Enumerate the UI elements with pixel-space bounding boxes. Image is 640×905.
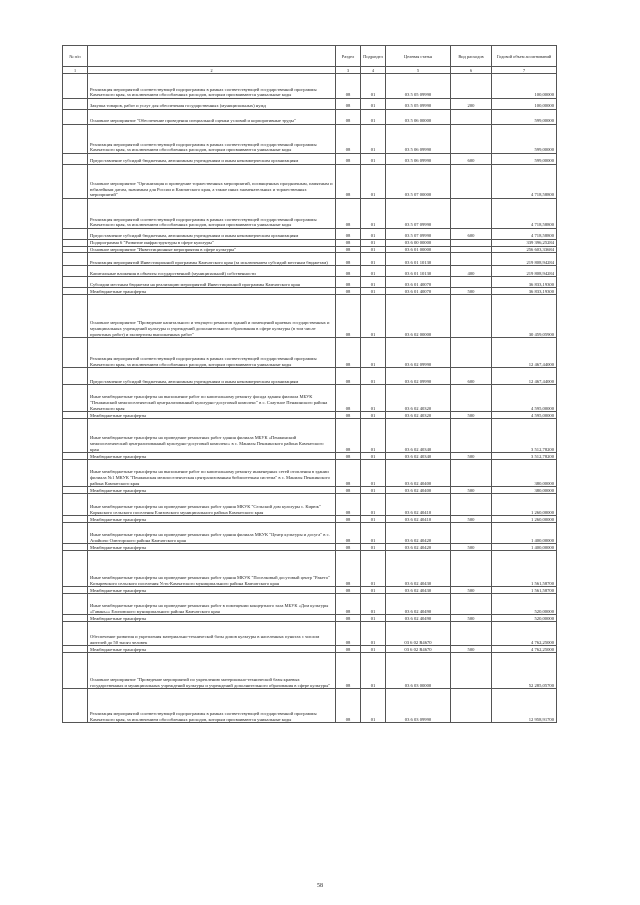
cell-sec: 08 [336,368,361,385]
cell-amount: 3 512,78200 [492,419,557,453]
cell-name: Иные межбюджетные трансферты на проведение ремонтных работ в помещении концертного зала МБУК «Дом культуры «Гавань»» Елизовского муниципального района Камчатского края [88,594,336,615]
table-row [63,419,557,453]
cell-amount: 12 958,91700 [492,689,557,723]
cell-type [451,622,492,646]
cell-sec: 08 [336,240,361,247]
table-row [63,125,557,154]
cell-name: Основное мероприятие "Инвестиционные мероприятия в сфере культуры" [88,246,336,253]
cell-type: 500 [451,487,492,494]
cell-type [451,165,492,199]
cell-amount: 1 400,00000 [492,523,557,544]
cell-sec: 08 [336,615,361,622]
cell-type [451,295,492,338]
cell-sub: 01 [361,154,386,165]
cell-index [63,487,88,494]
table-row [63,74,557,99]
header-cell: Вид расходов [451,46,492,67]
cell-type: 500 [451,587,492,594]
cell-type: 500 [451,646,492,653]
cell-code: 03 6 03 00000 [386,653,451,689]
page-number: 58 [317,883,323,889]
cell-type [451,653,492,689]
cell-index [63,240,88,247]
table-body [63,74,557,723]
cell-index [63,419,88,453]
cell-code: 03 5 06 00000 [386,110,451,125]
cell-name: Межбюджетные трансферты [88,615,336,622]
cell-code: 03 6 02 40420 [386,544,451,551]
cell-index [63,385,88,412]
cell-sec: 08 [336,419,361,453]
cell-name: Иные межбюджетные трансферты на выполнение работ по капитальному ремонту инженерных сетей отопления в здании филиала №1 МКУК "Пенжинская межпоселенческая централизованная библиотечная система" в с. Манилы Пенжинского района Камчатского края [88,460,336,487]
cell-name: Предоставление субсидий бюджетным, автономным учреждениям и иным некоммерческим организациям [88,154,336,165]
cell-index [63,288,88,295]
cell-amount: 100,00000 [492,74,557,99]
cell-type: 500 [451,615,492,622]
cell-type [451,110,492,125]
cell-amount: 30 459,05900 [492,295,557,338]
cell-index [63,622,88,646]
cell-amount: 3 512,78200 [492,453,557,460]
table-row [63,229,557,240]
cell-code: 03 6 02 40430 [386,551,451,587]
cell-sec: 08 [336,460,361,487]
table-row [63,453,557,460]
column-index-row [63,67,557,74]
cell-name: Реализация мероприятий соответствующей подпрограммы в рамках соответствующей государственной программы Камчатского края, за исключением обособленных расходов, которым присваиваются уникальные коды [88,689,336,723]
cell-name: Межбюджетные трансферты [88,453,336,460]
table-row [63,99,557,110]
cell-index [63,165,88,199]
cell-code: 03 6 02 09990 [386,368,451,385]
cell-index [63,587,88,594]
cell-sub: 01 [361,516,386,523]
cell-sec: 08 [336,544,361,551]
cell-name: Реализация мероприятий Инвестиционной программы Камчатского края (за исключением субсидий местным бюджетам) [88,253,336,266]
table-header-row [63,46,557,67]
cell-code: 03 6 02 40410 [386,494,451,516]
cell-name: Реализация мероприятий соответствующей подпрограммы в рамках соответствующей государственной программы Камчатского края, за исключением обособленных расходов, которым присваиваются уникальные коды [88,125,336,154]
table-row [63,288,557,295]
cell-sec: 08 [336,229,361,240]
cell-index [63,253,88,266]
cell-index [63,338,88,368]
table-row [63,338,557,368]
cell-code: 03 6 03 09990 [386,689,451,723]
cell-sub: 01 [361,523,386,544]
cell-index [63,74,88,99]
cell-sub: 01 [361,368,386,385]
cell-name: Капитальные вложения в объекты государственной (муниципальной) собственности [88,266,336,277]
cell-sub: 01 [361,587,386,594]
cell-amount: 219 808,94284 [492,266,557,277]
header-cell [88,46,336,67]
cell-amount: 4 718,58800 [492,165,557,199]
cell-name: Закупка товаров, работ и услуг для обеспечения государственных (муниципальных) нужд [88,99,336,110]
cell-code: 03 6 02 40490 [386,594,451,615]
cell-name: Основное мероприятие "Обеспечение проведения специальной оценки условий и корпоративные труды" [88,110,336,125]
cell-amount: 380,00000 [492,460,557,487]
cell-name: Межбюджетные трансферты [88,646,336,653]
cell-name: Реализация мероприятий соответствующей подпрограммы в рамках соответствующей государственной программы Камчатского края, за исключением обособленных расходов, которым присваиваются уникальные коды [88,74,336,99]
cell-sec: 08 [336,453,361,460]
cell-index [63,516,88,523]
cell-type [451,460,492,487]
cell-sec: 08 [336,412,361,419]
cell-code: 03 6 02 40410 [386,516,451,523]
cell-name: Межбюджетные трансферты [88,412,336,419]
cell-sub: 01 [361,288,386,295]
cell-name: Иные межбюджетные трансферты на выполнение работ по капитальному ремонту фасада здания филиала МБУК "Пенжинский межпоселенческий централизованный культурно-досуговый комплекс" в с. Слаутное Пенжинского района Камчатского края [88,385,336,412]
cell-name: Предоставление субсидий бюджетным, автономным учреждениям и иным некоммерческим организациям [88,368,336,385]
cell-code: 03 6 02 40420 [386,523,451,544]
cell-code: 03 5 06 09990 [386,125,451,154]
cell-amount: 12 467,44000 [492,338,557,368]
cell-type: 200 [451,99,492,110]
cell-type [451,277,492,288]
cell-type [451,240,492,247]
cell-type [451,494,492,516]
cell-code: 03 6 00 00000 [386,240,451,247]
table-row [63,615,557,622]
cell-amount: 4 762,25000 [492,646,557,653]
cell-amount: 4 762,25000 [492,622,557,646]
cell-name: Межбюджетные трансферты [88,487,336,494]
table-row [63,460,557,487]
column-index: 1 [63,67,88,74]
column-index: 7 [492,67,557,74]
cell-type: 500 [451,288,492,295]
cell-index [63,246,88,253]
cell-sub: 01 [361,494,386,516]
cell-type [451,199,492,229]
cell-type [451,594,492,615]
cell-sub: 01 [361,412,386,419]
cell-sub: 01 [361,246,386,253]
column-index: 2 [88,67,336,74]
cell-index [63,594,88,615]
cell-code: 03 6 01 10130 [386,266,451,277]
cell-code: 03 5 06 09990 [386,154,451,165]
cell-sub: 01 [361,74,386,99]
cell-type: 400 [451,266,492,277]
cell-sub: 01 [361,615,386,622]
cell-sec: 08 [336,253,361,266]
cell-amount: 520,00000 [492,615,557,622]
cell-name: Иные межбюджетные трансферты на проведение ремонтных работ здания МКУК "Поселковый досуговый центр "Ракета" Козыревского сельского поселения Усть-Камчатского муниципального района Камчатского края [88,551,336,587]
cell-name: Межбюджетные трансферты [88,288,336,295]
table-row [63,110,557,125]
cell-sub: 01 [361,646,386,653]
cell-name: Основное мероприятие "Организация и проведение торжественных мероприятий, посвященных праздничным, памятным и юбилейным датам, значимым для России и Камчатского края, а также иных знаменательных и торжественных мероприятий" [88,165,336,199]
cell-index [63,653,88,689]
cell-type: 600 [451,368,492,385]
cell-sec: 08 [336,266,361,277]
cell-sub: 01 [361,653,386,689]
cell-type: 500 [451,453,492,460]
cell-name: Межбюджетные трансферты [88,544,336,551]
cell-type [451,125,492,154]
cell-code: 03 5 07 09990 [386,199,451,229]
cell-code: 03 6 01 40070 [386,277,451,288]
cell-index [63,295,88,338]
cell-code: 03 6 02 40320 [386,385,451,412]
cell-sec: 08 [336,551,361,587]
cell-name: Основное мероприятие "Проведение мероприятий по укреплению материально-технической базы краевых государственных и муниципальных учреждений культуры и учреждений дополнительного образования в сфере культуры" [88,653,336,689]
cell-index [63,494,88,516]
cell-index [63,229,88,240]
table-row [63,240,557,247]
table-row [63,544,557,551]
table-row [63,587,557,594]
cell-sub: 01 [361,253,386,266]
table-row [63,385,557,412]
cell-type: 600 [451,154,492,165]
table-row [63,199,557,229]
cell-code: 03 6 02 40340 [386,453,451,460]
cell-code: 03 5 07 09990 [386,229,451,240]
cell-code: 03 5 05 09990 [386,74,451,99]
cell-sub: 01 [361,277,386,288]
cell-amount: 1 260,00000 [492,516,557,523]
cell-sub: 01 [361,125,386,154]
cell-sec: 08 [336,516,361,523]
table-row [63,594,557,615]
cell-type [451,253,492,266]
cell-sec: 08 [336,689,361,723]
cell-index [63,460,88,487]
cell-amount: 4 595,00000 [492,385,557,412]
table-row [63,277,557,288]
cell-sec: 08 [336,165,361,199]
cell-sec: 08 [336,110,361,125]
table-row [63,551,557,587]
cell-code: 03 6 02 40400 [386,487,451,494]
cell-amount: 1 561,58700 [492,551,557,587]
cell-type [451,385,492,412]
cell-type: 500 [451,412,492,419]
cell-code: 03 6 02 40400 [386,460,451,487]
cell-index [63,154,88,165]
cell-sub: 01 [361,487,386,494]
cell-sub: 01 [361,295,386,338]
cell-amount: 1 561,58700 [492,587,557,594]
column-index: 3 [336,67,361,74]
cell-code: 03 6 02 40340 [386,419,451,453]
cell-index [63,277,88,288]
column-index: 6 [451,67,492,74]
cell-code: 03 6 02 40320 [386,412,451,419]
cell-amount: 4 718,58800 [492,229,557,240]
cell-sec: 08 [336,288,361,295]
table-row [63,689,557,723]
cell-index [63,110,88,125]
table-row [63,622,557,646]
cell-amount: 520,00000 [492,594,557,615]
cell-sec: 08 [336,154,361,165]
cell-amount: 52 285,05700 [492,653,557,689]
table-row [63,154,557,165]
cell-index [63,412,88,419]
cell-type [451,246,492,253]
cell-code: 03 6 01 40070 [386,288,451,295]
cell-index [63,199,88,229]
table-row [63,494,557,516]
cell-type [451,419,492,453]
cell-sec: 08 [336,74,361,99]
header-cell: Годовой объем ассигнований [492,46,557,67]
cell-sub: 01 [361,594,386,615]
table-row [63,246,557,253]
cell-sec: 08 [336,523,361,544]
table-row [63,295,557,338]
cell-index [63,551,88,587]
cell-sec: 08 [336,125,361,154]
cell-name: Межбюджетные трансферты [88,516,336,523]
cell-amount: 599,00000 [492,125,557,154]
cell-code: 03 6 02 00000 [386,295,451,338]
cell-sec: 08 [336,646,361,653]
cell-name: Иные межбюджетные трансферты на проведение ремонтных работ здания МКУК "Сельский дом культуры с. Кирюк" Корякского сельского поселения Елизовского муниципального района Камчатского края [88,494,336,516]
cell-sec: 08 [336,653,361,689]
header-cell: Подраздел [361,46,386,67]
cell-name: Реализация мероприятий соответствующей подпрограммы в рамках соответствующей государственной программы Камчатского края, за исключением обособленных расходов, которым присваиваются уникальные коды [88,338,336,368]
cell-amount: 599,00000 [492,110,557,125]
cell-amount: 1 400,00000 [492,544,557,551]
header-cell: Раздел [336,46,361,67]
cell-sec: 08 [336,99,361,110]
cell-code: 03 6 02 R4670 [386,646,451,653]
cell-index [63,615,88,622]
cell-sub: 01 [361,622,386,646]
cell-sec: 08 [336,385,361,412]
cell-code: 03 6 01 00000 [386,246,451,253]
cell-sec: 08 [336,494,361,516]
cell-sec: 08 [336,246,361,253]
cell-code: 03 6 02 40490 [386,615,451,622]
cell-sec: 08 [336,587,361,594]
cell-sub: 01 [361,689,386,723]
cell-sub: 01 [361,199,386,229]
cell-index [63,125,88,154]
cell-type: 500 [451,544,492,551]
cell-sub: 01 [361,419,386,453]
cell-amount: 256 603,33684 [492,246,557,253]
cell-type [451,523,492,544]
cell-sub: 01 [361,551,386,587]
cell-amount: 36 833,19300 [492,277,557,288]
cell-index [63,99,88,110]
cell-code: 03 6 02 40430 [386,587,451,594]
cell-index [63,266,88,277]
cell-name: Подпрограмма 6 "Развитие инфраструктуры в сфере культуры" [88,240,336,247]
budget-table [62,45,557,723]
table-row [63,253,557,266]
cell-amount: 4 595,00000 [492,412,557,419]
table-row [63,487,557,494]
cell-name: Предоставление субсидий бюджетным, автономным учреждениям и иным некоммерческим организациям [88,229,336,240]
cell-sec: 08 [336,338,361,368]
cell-name: Субсидии местным бюджетам на реализацию мероприятий Инвестиционной программы Камчатского края [88,277,336,288]
cell-code: 03 6 02 09990 [386,338,451,368]
cell-type [451,551,492,587]
column-index: 4 [361,67,386,74]
cell-sec: 08 [336,277,361,288]
cell-sub: 01 [361,266,386,277]
header-cell: № п/п [63,46,88,67]
cell-sub: 01 [361,110,386,125]
table-row [63,516,557,523]
cell-type: 500 [451,516,492,523]
table-row [63,368,557,385]
cell-index [63,646,88,653]
cell-sub: 01 [361,453,386,460]
cell-code: 03 5 07 00000 [386,165,451,199]
cell-amount: 36 833,19300 [492,288,557,295]
table-row [63,165,557,199]
cell-index [63,523,88,544]
cell-index [63,544,88,551]
cell-index [63,368,88,385]
cell-sec: 08 [336,295,361,338]
cell-amount: 4 718,58800 [492,199,557,229]
cell-type [451,689,492,723]
cell-amount: 380,00000 [492,487,557,494]
cell-code: 03 6 02 R4670 [386,622,451,646]
cell-sub: 01 [361,460,386,487]
table-row [63,523,557,544]
cell-sub: 01 [361,338,386,368]
header-cell: Целевая статья [386,46,451,67]
cell-type [451,338,492,368]
cell-amount: 12 467,44000 [492,368,557,385]
cell-sub: 01 [361,165,386,199]
cell-amount: 339 396,25284 [492,240,557,247]
cell-type [451,74,492,99]
cell-name: Реализация мероприятий соответствующей подпрограммы в рамках соответствующей государственной программы Камчатского края, за исключением обособленных расходов, которым присваиваются уникальные коды [88,199,336,229]
cell-sec: 08 [336,487,361,494]
cell-sub: 01 [361,99,386,110]
cell-amount: 100,00000 [492,99,557,110]
cell-sec: 08 [336,622,361,646]
cell-index [63,689,88,723]
cell-index [63,453,88,460]
table-row [63,646,557,653]
cell-sub: 01 [361,385,386,412]
cell-sub: 01 [361,240,386,247]
column-index: 5 [386,67,451,74]
cell-amount: 599,00000 [492,154,557,165]
cell-name: Межбюджетные трансферты [88,587,336,594]
cell-amount: 219 808,94284 [492,253,557,266]
table-row [63,412,557,419]
cell-name: Иные межбюджетные трансферты на проведение ремонтных работ здания филиала МБУК «Пенжинский межпоселенческий централизованный культурно-досуговый комплекс» в с. Манилы Пенжинского района Камчатского края [88,419,336,453]
cell-code: 03 6 01 10130 [386,253,451,266]
cell-sec: 08 [336,594,361,615]
cell-type: 600 [451,229,492,240]
cell-name: Иные межбюджетные трансферты на проведение ремонтных работ здания филиала МКУК "Центр культуры и досуга" в с. Апайшчо Олюторского района Камчатского края [88,523,336,544]
cell-code: 03 5 05 09990 [386,99,451,110]
table-row [63,653,557,689]
cell-sec: 08 [336,199,361,229]
cell-name: Основное мероприятие "Проведение капитального и текущего ремонтов зданий и помещений краевых государственных и муниципальных учреждений культуры и учреждений дополнительного образования в сфере культуры (в том числе проектных работ) и экспертизы выполненных работ" [88,295,336,338]
cell-amount: 1 260,00000 [492,494,557,516]
cell-sub: 01 [361,544,386,551]
cell-name: Обеспечение развития и укрепления материально-технической базы домов культуры в населенных пунктах с числом жителей до 50 тысяч человек [88,622,336,646]
table-row [63,266,557,277]
cell-sub: 01 [361,229,386,240]
